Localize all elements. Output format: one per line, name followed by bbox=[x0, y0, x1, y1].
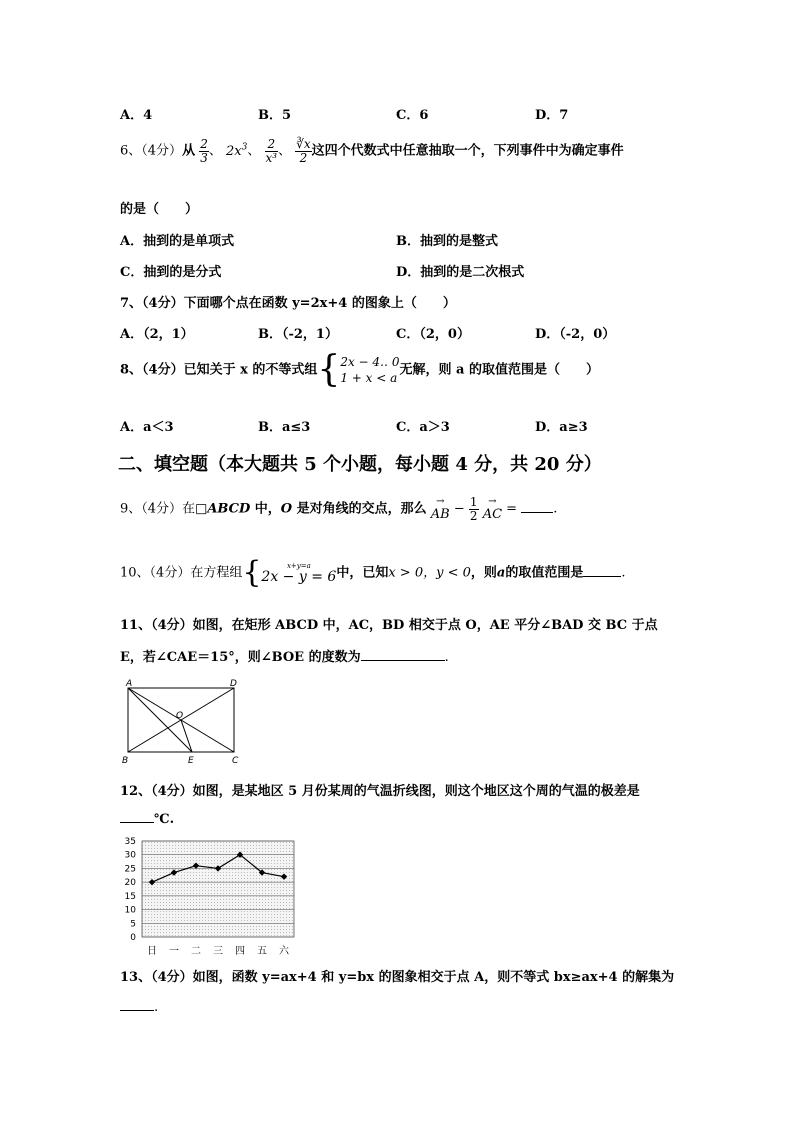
question-13-line1: 13、（4分）如图，函数 y=ax+4 和 y=bx 的图象相交于点 A，则不等式 bx≥ax+4 的解集为 bbox=[120, 970, 675, 985]
y-tick-label: 20 bbox=[124, 878, 136, 889]
q9-text-1: 9、（4分）在 bbox=[120, 501, 196, 517]
brace-icon: { bbox=[242, 555, 262, 590]
point-o: O bbox=[280, 501, 293, 517]
label-d: D bbox=[230, 679, 237, 689]
x-tick-label: 三 bbox=[213, 946, 223, 957]
q6-sep-1: 、 bbox=[208, 143, 222, 159]
q8-option-d: D．a≥3 bbox=[535, 420, 588, 435]
label-b: B bbox=[122, 756, 129, 766]
q8-option-b: B．a≤3 bbox=[258, 420, 311, 435]
question-12-line2: ℃. bbox=[120, 812, 174, 827]
question-9: 9、（4分）在□ABCD 中，O 是对角线的交点，那么 → AB − $\frac{1}{2}$ → AC = . bbox=[120, 495, 558, 523]
answer-blank-12[interactable] bbox=[120, 822, 154, 823]
q7-option-c: C．（2，0） bbox=[396, 327, 470, 342]
label-e: E bbox=[188, 756, 194, 766]
q6-option-a: A．抽到的是单项式 bbox=[120, 234, 235, 249]
vector-ac: → AC bbox=[482, 496, 503, 523]
q6-number: 6、 bbox=[120, 143, 142, 159]
y-tick-label: 0 bbox=[130, 933, 136, 943]
q7-option-b: B．（-2，1） bbox=[258, 327, 338, 342]
x-tick-label: 五 bbox=[257, 946, 267, 957]
rectangle-figure bbox=[118, 676, 248, 768]
q6-option-b: B．抽到的是整式 bbox=[396, 234, 498, 249]
question-6-line1 bbox=[120, 138, 624, 164]
q8-option-a: A．a＜3 bbox=[120, 420, 174, 435]
brace-icon: { bbox=[317, 349, 341, 390]
answer-blank-13[interactable] bbox=[120, 1010, 154, 1011]
q5-option-c: C．6 bbox=[396, 108, 429, 123]
x-tick-label: 日 bbox=[147, 946, 157, 957]
question-10: 10、（4分）在方程组{ x+y=a 2x − y = 6 中，已知x > 0，y < 0，则a的取值范围是 . bbox=[120, 555, 626, 590]
question-6-line2: 的是（ ） bbox=[120, 202, 199, 217]
q6-text-1: 从 bbox=[182, 143, 196, 159]
fraction-2-3: $\frac{2}{3}$ bbox=[200, 137, 208, 165]
q7-option-d: D．（-2，0） bbox=[535, 327, 616, 342]
section-2-heading: 二、填空题（本大题共 5 个小题，每小题 4 分，共 20 分） bbox=[118, 454, 602, 475]
x-tick-label: 一 bbox=[169, 946, 179, 957]
answer-blank-9[interactable] bbox=[521, 512, 553, 513]
q5-option-d: D．7 bbox=[535, 108, 569, 123]
q6-sep-2: 、 bbox=[247, 143, 261, 159]
y-tick-label: 25 bbox=[124, 864, 136, 875]
q8-option-c: C．a＞3 bbox=[396, 420, 450, 435]
x-tick-label: 四 bbox=[235, 946, 245, 957]
x-tick-label: 六 bbox=[279, 946, 289, 957]
plot-area bbox=[142, 841, 294, 937]
fraction-1-2: $\frac{1}{2}$ bbox=[469, 495, 478, 523]
q7-option-a: A．（2，1） bbox=[120, 327, 194, 342]
x-tick-label: 二 bbox=[191, 946, 201, 957]
question-8 bbox=[120, 349, 599, 390]
y-tick-label: 35 bbox=[124, 837, 136, 847]
label-c: C bbox=[232, 756, 239, 766]
q6-option-d: D．抽到的是二次根式 bbox=[396, 265, 525, 280]
q6-sep-3: 、 bbox=[278, 143, 292, 159]
answer-blank-10[interactable] bbox=[583, 576, 621, 577]
vector-ab: → AB bbox=[430, 496, 450, 523]
q5-option-b: B．5 bbox=[258, 108, 292, 123]
question-11-line1: 11、（4分）如图，在矩形 ABCD 中，AC，BD 相交于点 O，AE 平分∠BAD 交 BC 于点 bbox=[120, 618, 658, 633]
label-o: O bbox=[176, 711, 184, 721]
q6-score: （4分） bbox=[141, 143, 183, 159]
q6-text-2: 这四个代数式中任意抽取一个，下列事件中为确定事件 bbox=[311, 143, 624, 159]
q10-equation-system: x+y=a 2x − y = 6 bbox=[261, 561, 337, 585]
question-13-line2: . bbox=[120, 1000, 158, 1015]
parallelogram-abcd: □ABCD bbox=[195, 501, 251, 517]
y-tick-label: 30 bbox=[124, 850, 136, 861]
question-11-line2: E，若∠CAE＝15°，则∠BOE 的度数为 . bbox=[120, 650, 449, 665]
q10-text-1: 10、（4分）在方程组 bbox=[120, 565, 243, 581]
y-tick-label: 15 bbox=[124, 891, 136, 902]
question-7: 7、（4分）下面哪个点在函数 y=2x+4 的图象上（ ） bbox=[120, 296, 456, 311]
q8-text-1: 8、（4分）已知关于 x 的不等式组 bbox=[120, 362, 318, 378]
q8-inequality-system: 2x − 4‥ 0 1 + x < a bbox=[340, 354, 400, 385]
fraction-2-x3: $\frac{2}{\text{x³}}$ bbox=[265, 137, 278, 165]
fraction-cbrt-x-2: $\frac{∛x}{2}$ bbox=[296, 137, 311, 165]
y-tick-label: 10 bbox=[124, 905, 136, 916]
q5-option-a: A．4 bbox=[120, 108, 153, 123]
temperature-line-chart bbox=[112, 836, 302, 958]
y-tick-label: 5 bbox=[130, 919, 136, 930]
answer-blank-11[interactable] bbox=[361, 660, 445, 661]
q8-text-2: 无解，则 a 的取值范围是（ ） bbox=[399, 362, 599, 378]
expr-2x3: $2x^3$ bbox=[226, 142, 248, 159]
q6-option-c: C．抽到的是分式 bbox=[120, 265, 222, 280]
label-a: A bbox=[126, 679, 133, 689]
question-12-line1: 12、（4分）如图，是某地区 5 月份某周的气温折线图，则这个地区这个周的气温的极差是 bbox=[120, 784, 640, 799]
